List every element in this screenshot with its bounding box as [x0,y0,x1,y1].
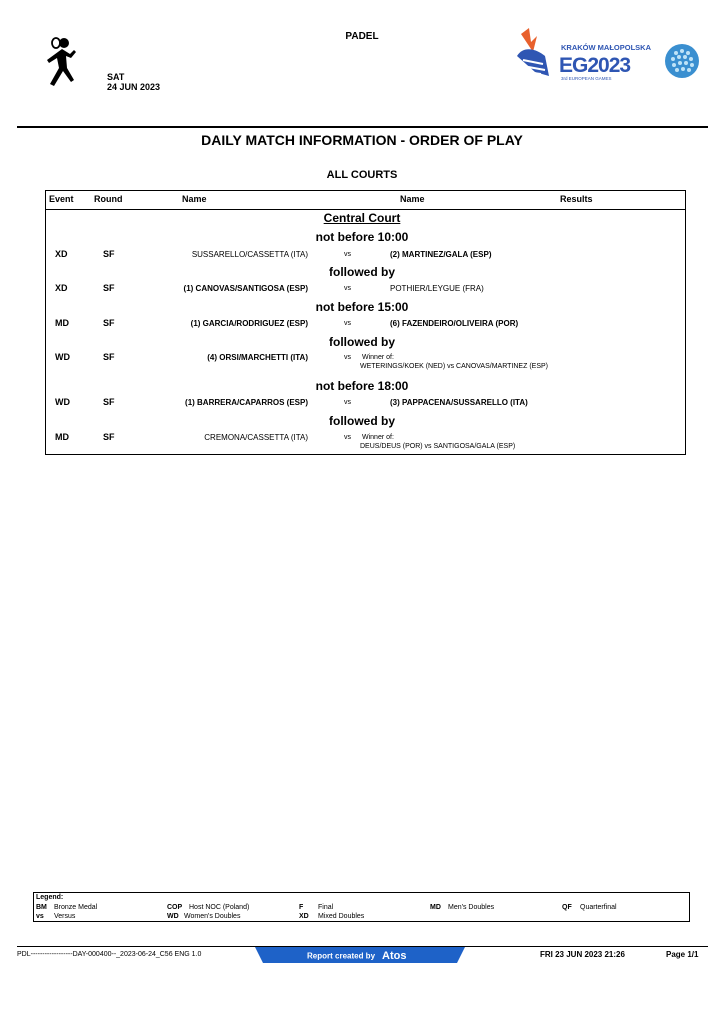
match-row [0,397,724,409]
event-code: MD [55,318,69,328]
court-name: Central Court [323,211,401,225]
col-name-b: Name [400,194,425,204]
winner-label: Winner of: [362,434,394,441]
vs-label: vs [344,285,351,292]
session-heading: followed by [329,265,395,279]
session-heading: not before 18:00 [315,379,409,393]
match-date [107,72,160,92]
legend-text: Bronze Medal [54,904,98,911]
day-name: SAT [107,72,125,82]
round-code: SF [103,283,115,293]
document-title: DAILY MATCH INFORMATION - ORDER OF PLAY [201,132,523,148]
round-code: SF [103,249,115,259]
document-code: PDL------------------DAY-000400--_2023-06-24_C56 ENG 1.0 [17,951,202,958]
legend-code: QF [562,904,572,911]
legend-title: Legend: [36,894,64,901]
col-results: Results [560,194,593,204]
table-header [45,190,686,210]
legend-code: MD [430,904,441,911]
team-a: CREMONA/CASSETTA (ITA) [204,433,308,442]
match-row [0,432,724,456]
team-b: (6) FAZENDEIRO/OLIVEIRA (POR) [390,319,519,328]
legend-text: Men's Doubles [448,904,495,911]
col-event: Event [49,194,74,204]
logo-main: EG2023 [559,54,631,77]
page-number: Page 1/1 [666,950,699,959]
team-a: (1) BARRERA/CAPARROS (ESP) [185,398,308,407]
legend-text: Quarterfinal [580,904,617,911]
event-code: WD [55,352,70,362]
header-divider [17,126,708,128]
round-code: SF [103,318,115,328]
vs-label: vs [344,320,351,327]
winner-of-match: DEUS/DEUS (POR) vs SANTIGOSA/GALA (ESP) [360,443,516,450]
legend-box [33,892,690,922]
session-heading: followed by [329,335,395,349]
atos-brand: Atos [382,950,407,962]
legend-code: BM [36,904,47,911]
date-value: 24 JUN 2023 [107,82,161,92]
legend-text: Women's Doubles [184,913,241,920]
event-code: XD [55,283,68,293]
match-row [0,318,724,330]
match-row [0,352,724,376]
session-heading: not before 15:00 [315,300,409,314]
european-games-logo [515,26,655,82]
legend-text: Versus [54,913,76,920]
session-heading: not before 10:00 [315,230,409,244]
team-b: POTHIER/LEYGUE (FRA) [390,284,484,293]
vs-label: vs [344,251,351,258]
winner-label: Winner of: [362,354,394,361]
round-code: SF [103,432,115,442]
event-code: MD [55,432,69,442]
printed-timestamp: FRI 23 JUN 2023 21:26 [540,950,625,959]
legend-code: vs [36,913,44,920]
round-code: SF [103,397,115,407]
logo-line2: 3rd EUROPEAN GAMES [561,76,612,81]
padel-pictogram-icon [40,36,82,92]
vs-label: vs [344,354,351,361]
logo-line1: KRAKÓW MAŁOPOLSKA [561,43,651,52]
legend-code: COP [167,904,183,911]
legend-code: F [299,904,304,911]
courts-scope: ALL COURTS [326,169,398,181]
eoc-globe-logo [664,43,700,79]
team-a: SUSSARELLO/CASSETTA (ITA) [191,250,308,259]
legend-text: Host NOC (Poland) [189,904,250,911]
col-name-a: Name [182,194,207,204]
team-a: (4) ORSI/MARCHETTI (ITA) [207,353,308,362]
legend-text: Final [318,904,334,911]
team-b: (2) MARTINEZ/GALA (ESP) [390,250,492,259]
legend-text: Mixed Doubles [318,913,365,920]
event-code: WD [55,397,70,407]
session-heading: followed by [329,414,395,428]
match-row [0,249,724,261]
team-a: (1) CANOVAS/SANTIGOSA (ESP) [183,284,308,293]
team-a: (1) GARCIA/RODRIGUEZ (ESP) [190,319,308,328]
round-code: SF [103,352,115,362]
legend-code: WD [167,913,179,920]
report-created-label: Report created by [307,951,376,961]
team-b: (3) PAPPACENA/SUSSARELLO (ITA) [390,398,528,407]
sport-name: PADEL [345,31,379,42]
match-row [0,283,724,295]
event-code: XD [55,249,68,259]
legend-code: XD [299,913,309,920]
vs-label: vs [344,434,351,441]
atos-report-banner [255,947,465,963]
winner-of-match: WETERINGS/KOEK (NED) vs CANOVAS/MARTINEZ (ESP) [360,363,548,370]
vs-label: vs [344,399,351,406]
col-round: Round [94,194,123,204]
